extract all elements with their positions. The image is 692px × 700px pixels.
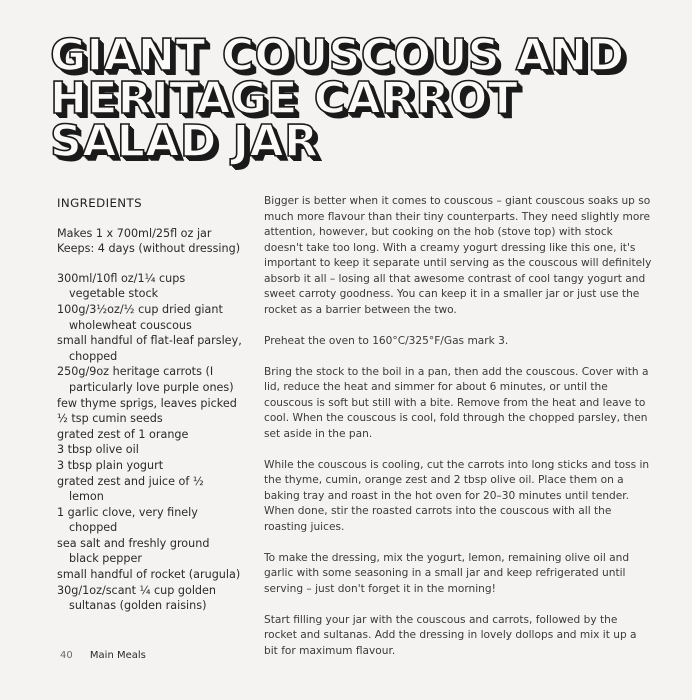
method-step: While the couscous is cooling, cut the carrots into long sticks and toss in the thyme, cumin, orange zest and 2 tbsp olive oil. Place them on a baking tray and roast in the hot oven for 20–30 minutes until tender. When done, stir the roasted carrots into the couscous with all the roasting juices. [264,458,650,533]
section-name: Main Meals [89,650,146,661]
recipe-title-line: HERITAGE CARROT [50,73,519,124]
method-step: Start filling your jar with the couscous and carrots, followed by the rocket and sultanas. Add the dressing in lovely dollops and mix it up a bit for maximum flavour. [264,613,637,657]
ingredient-item: 250g/9oz heritage carrots (I particularly love purple ones) [57,365,234,394]
ingredient-item: 100g/3½oz/½ cup dried giant wholewheat couscous [57,302,223,332]
ingredient-item: ½ tsp cumin seeds [57,412,163,426]
ingredients-list [57,271,242,614]
method-column [264,194,652,675]
keeps-text: Keeps: 4 days (without dressing) [57,242,241,256]
ingredient-item: 3 tbsp plain yogurt [57,458,164,472]
ingredient-item: sea salt and freshly ground black pepper [57,536,210,566]
ingredient-item: few thyme sprigs, leaves picked [57,396,237,410]
ingredient-item: 3 tbsp olive oil [57,443,139,457]
recipe-title-line: GIANT COUSCOUS AND [50,30,625,81]
method-step: To make the dressing, mix the yogurt, lemon, remaining olive oil and garlic with some seasoning in a small jar and keep refrigerated until serving – just don't forget it in the morning! [264,551,630,595]
ingredient-item: 1 garlic clove, very finely chopped [57,505,198,535]
recipe-meta [57,226,242,257]
ingredient-item: grated zest and juice of ½ lemon [57,474,204,504]
ingredient-item: 30g/1oz/scant ¼ cup golden sultanas (golden raisins) [57,583,217,613]
intro-paragraph: Bigger is better when it comes to couscous – giant couscous soaks up so much more flavour than their tiny counterparts. They need slightly more attention, however, but cooking on the hob (stove top) with stock doesn't take too long. With a creamy yogurt dressing like this one, it's important to keep it separate until serving as the couscous will definitely absorb it all – losing all that awesome contrast of cool tangy yogurt and sweet carroty goodness. You can keep it in a smaller jar or just use the rocket as a barrier between the two. [264,195,652,316]
makes-text: Makes 1 x 700ml/25fl oz jar [57,226,212,240]
page-footer [60,650,146,661]
ingredient-item: small handful of flat-leaf parsley, chopped [57,334,242,363]
recipe-title [50,30,650,167]
method-step: Bring the stock to the boil in a pan, then add the couscous. Cover with a lid, reduce the heat and simmer for about 6 minutes, or until the couscous is soft but still with a bite. Remove from the heat and leave to cool. When the couscous is cool, fold through the chopped parsley, then set aside in the pan. [264,365,649,440]
method-step: Preheat the oven to 160°C/325°F/Gas mark 3. [264,334,509,347]
recipe-title-line: SALAD JAR [50,116,319,167]
ingredients-column [57,196,242,614]
ingredients-heading: INGREDIENTS [57,196,143,210]
ingredient-item: small handful of rocket (arugula) [57,568,241,582]
page-number: 40 [60,650,73,661]
ingredient-item: grated zest of 1 orange [57,427,189,441]
ingredient-item: 300ml/10fl oz/1¼ cups vegetable stock [57,271,186,301]
